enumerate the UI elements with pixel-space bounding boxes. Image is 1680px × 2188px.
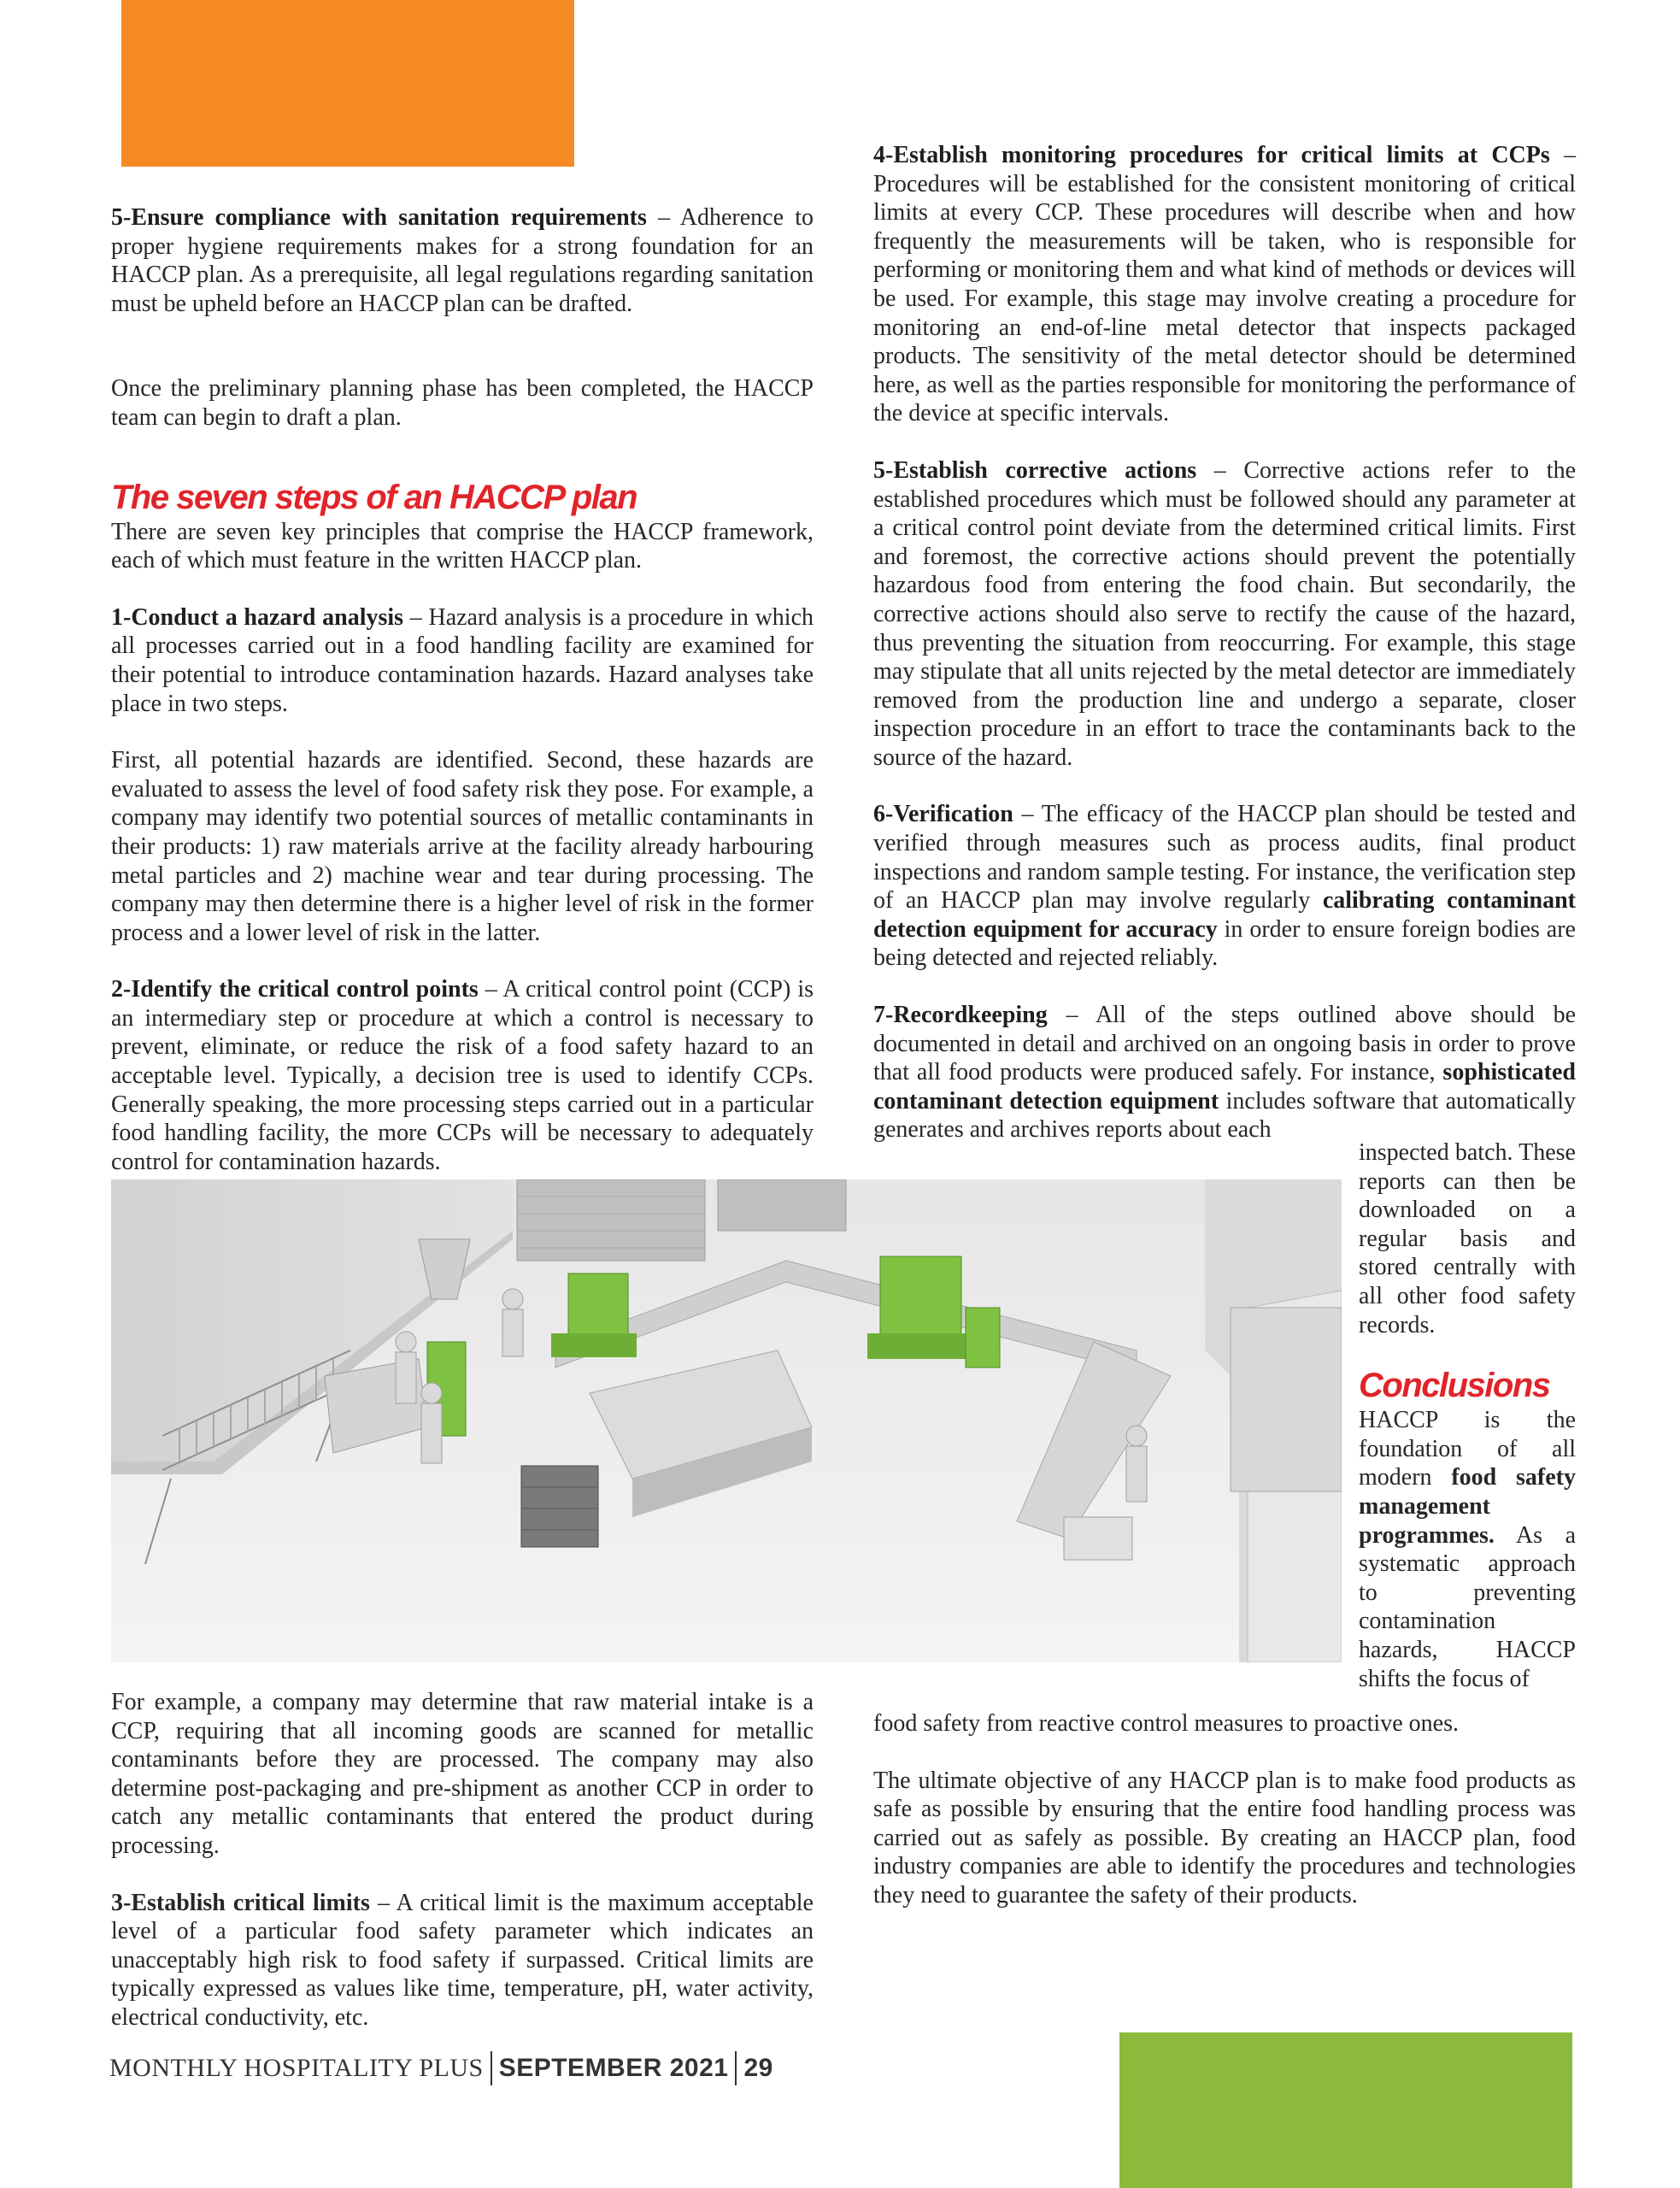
paragraph-critical-control-points: 2-Identify the critical control points – A critical control point (CCP) is an intermediary step or procedure at which a control is necessary to prevent, eliminate, or reduce the risk of a food safety hazard to an acceptable level. Typically, a decision tree is used to identify CCPs. Generally speaking, the more processing steps carried out in a particular food handling facility, the more CCPs will be necessary to adequately control for contamination hazards. <box>111 976 814 1175</box>
paragraph-sanitation: 5-Ensure compliance with sanitation requirements – Adherence to proper hygiene requirements makes for a strong foundation for an HACCP plan. As a prerequisite, all legal regulations regarding sanitation must be upheld before an HACCP plan can be drafted. <box>111 204 814 317</box>
issue-date: SEPTEMBER 2021 <box>498 2054 729 2082</box>
green-accent-block <box>1119 2032 1572 2188</box>
section-heading-seven-steps: The seven steps of an HACCP plan <box>111 478 637 516</box>
footer-divider <box>735 2051 737 2085</box>
page-footer <box>109 2051 773 2085</box>
paragraph-ccp-example: For example, a company may determine that raw material intake is a CCP, requiring that all incoming goods are scanned for metallic contaminants before they are processed. The company may also determine post-packaging and pre-shipment as another CCP in order to catch any metallic contaminants that entered the product during processing. <box>111 1689 814 1859</box>
footer-divider <box>490 2051 492 2085</box>
paragraph-ultimate-objective: The ultimate objective of any HACCP plan is to make food products as safe as possible by ensuring that the entire food handling process was carried out as safely as possible. By creating an HACCP plan, food industry companies are able to identify the procedures and technologies they need to guarantee the safety of their products. <box>873 1767 1576 1909</box>
paragraph-hazard-steps: First, all potential hazards are identified. Second, these hazards are evaluated to assess the level of food safety risk they pose. For example, a company may identify two potential sources of metallic contaminants in their products: 1) raw materials arrive at the facility already harbouring metal particles and 2) machine wear and tear during processing. The company may then determine there is a higher level of risk in the former process and a lower level of risk in the latter. <box>111 747 814 946</box>
paragraph-monitoring: 4-Establish monitoring procedures for critical limits at CCPs – Procedures will be established for the consistent monitoring of critical limits at every CCP. These procedures will describe when and how frequently the measurements will be taken, who is responsible for performing or monitoring them and what kind of methods or devices will be used. For example, this stage may involve creating a procedure for monitoring an end-of-line metal detector that inspects packaged products. The sensitivity of the metal detector should be determined here, as well as the parties responsible for monitoring the performance of the device at specific intervals. <box>873 142 1576 427</box>
paragraph-preliminary: Once the preliminary planning phase has been completed, the HACCP team can begin to draft a plan. <box>111 375 814 431</box>
paragraph-recordkeeping-continued: inspected batch. These reports can then be downloaded on a regular basis and stored centrally with all other food safety records. <box>1359 1139 1576 1338</box>
paragraph-hazard-analysis: 1-Conduct a hazard analysis – Hazard analysis is a procedure in which all processes carried out in a food handling facility are examined for their potential to introduce contamination hazards. Hazard analyses take place in two steps. <box>111 603 814 717</box>
publication-name: MONTHLY HOSPITALITY PLUS <box>109 2054 484 2082</box>
orange-accent-block <box>121 0 574 167</box>
right-lower-column <box>873 1709 1576 1938</box>
left-column <box>111 203 814 1204</box>
right-wrap-column <box>1359 1138 1576 1693</box>
paragraph-conclusions-intro: HACCP is the foundation of all modern food safety management programmes. As a systematic approach to preventing contamination hazards, HACCP shifts the focus of <box>1359 1407 1576 1692</box>
right-column <box>873 141 1576 1173</box>
paragraph-corrective-actions: 5-Establish corrective actions – Corrective actions refer to the established procedures which must be followed should any parameter at a critical control point deviate from the determined critical limits. First and foremost, the corrective actions should prevent the potentially hazardous food from entering the food chain. But secondarily, the corrective actions should also serve to rectify the cause of the hazard, thus preventing the situation from reoccurring. For example, this stage may stipulate that all units rejected by the metal detector are immediately removed from the production line and undergo a separate, closer inspection procedure in an effort to trace the contaminants back to the source of the hazard. <box>873 456 1577 771</box>
paragraph-recordkeeping: 7-Recordkeeping – All of the steps outlined above should be documented in detail and archived on an ongoing basis in order to prove that all food products were produced safely. For instance, sophisticated contaminant detection equipment includes software that automatically generates and archives reports about each <box>873 1002 1576 1144</box>
paragraph-seven-principles: There are seven key principles that comprise the HACCP framework, each of which must feature in the written HACCP plan. <box>111 518 814 574</box>
paragraph-conclusions-continued: food safety from reactive control measures to proactive ones. <box>873 1710 1459 1737</box>
section-heading-conclusions: Conclusions <box>1359 1367 1550 1405</box>
paragraph-verification: 6-Verification – The efficacy of the HACCP plan should be tested and verified through measures such as process audits, final product inspections and random sample testing. For instance, the verification step of an HACCP plan may involve regularly calibrating contaminant detection equipment for accuracy in order to ensure foreign bodies are being detected and rejected reliably. <box>873 801 1576 972</box>
left-lower-column <box>111 1688 814 2061</box>
page-number: 29 <box>743 2054 773 2082</box>
production-line-illustration <box>111 1179 1342 1662</box>
paragraph-critical-limits: 3-Establish critical limits – A critical limit is the maximum acceptable level of a particular food safety parameter which indicates an unacceptably high risk to food safety if surpassed. Critical limits are typically expressed as values like time, temperature, pH, water activity, electrical conductivity, etc. <box>111 1889 814 2031</box>
